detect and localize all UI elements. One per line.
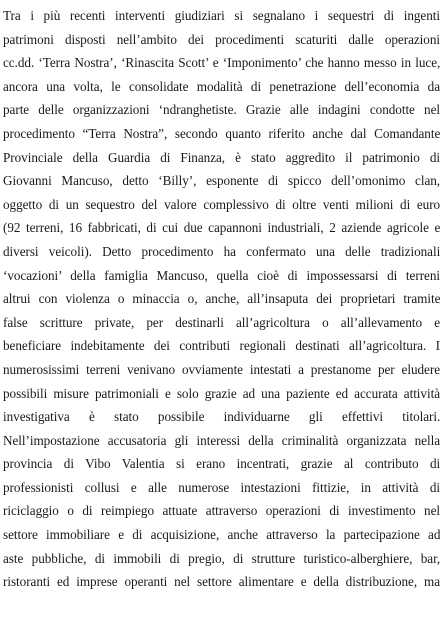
document-page xyxy=(3,0,440,638)
text-line: (92 terreni, 16 fabbricati, di cui due capannoni industriali, 2 aziende agricole e xyxy=(3,220,440,236)
text-line: cc.dd. ‘Terra Nostra’, ‘Rinascita Scott’ e ‘Imponimento’ che hanno messo in luce, xyxy=(3,55,440,71)
text-line: possibili misure patrimoniali e solo grazie ad una paziente ed accurata attività xyxy=(3,385,440,401)
text-line: provincia di Vibo Valentia si erano incentrati, grazie al contributo di xyxy=(3,456,440,472)
text-line: Giovanni Mancuso, detto ‘Billy’, esponente di spicco dell’omonimo clan, xyxy=(3,173,440,189)
text-line: aste pubbliche, di immobili di pregio, di strutture turistico-alberghiere, bar, xyxy=(3,550,440,566)
text-line: false scritture private, per destinarli all’agricoltura o all’allevamento e xyxy=(3,314,440,330)
text-line: settore immobiliare e di acquisizione, anche attraverso la partecipazione ad xyxy=(3,527,440,543)
text-line: investigativa è stato possibile individuarne gli effettivi titolari. xyxy=(3,409,440,425)
text-line: altrui con violenza o minaccia o, anche, all’insaputa dei proprietari tramite xyxy=(3,291,440,307)
text-line: procedimento “Terra Nostra”, secondo quanto riferito anche dal Comandante xyxy=(3,125,440,141)
text-line: oggetto di un sequestro del valore complessivo di oltre venti milioni di euro xyxy=(3,196,440,212)
text-line: ristoranti ed imprese operanti nel settore alimentare e della distribuzione, ma xyxy=(3,574,440,590)
text-line: beneficiare indebitamente dei contributi regionali destinati all’agricoltura. I xyxy=(3,338,440,354)
text-line: parte delle organizzazioni ‘ndranghetiste. Grazie alle indagini condotte nel xyxy=(3,102,440,118)
text-line: riciclaggio o di reimpiego attuate attraverso operazioni di investimento nel xyxy=(3,503,440,519)
text-line: patrimoni disposti nell’ambito dei procedimenti scaturiti dalle operazioni xyxy=(3,31,440,47)
text-line: diversi veicoli). Detto procedimento ha confermato una delle tradizionali xyxy=(3,243,440,259)
body-paragraph xyxy=(3,0,440,594)
text-line: Nell’impostazione accusatoria gli interessi della criminalità organizzata nella xyxy=(3,432,440,448)
text-line: Tra i più recenti interventi giudiziari si segnalano i sequestri di ingenti xyxy=(3,8,440,23)
text-line: professionisti collusi e alle numerose intestazioni fittizie, in attività di xyxy=(3,479,440,495)
text-line: ‘vocazioni’ della famiglia Mancuso, quella cioè di impossessarsi di terreni xyxy=(3,267,440,283)
text-line: ancora una volta, le consolidate modalità di penetrazione dell’economia da xyxy=(3,78,440,94)
text-line: numerosissimi terreni venivano ovviamente intestati a prestanome per eludere xyxy=(3,361,440,377)
text-line: Provinciale della Guardia di Finanza, è stato aggredito il patrimonio di xyxy=(3,149,440,165)
